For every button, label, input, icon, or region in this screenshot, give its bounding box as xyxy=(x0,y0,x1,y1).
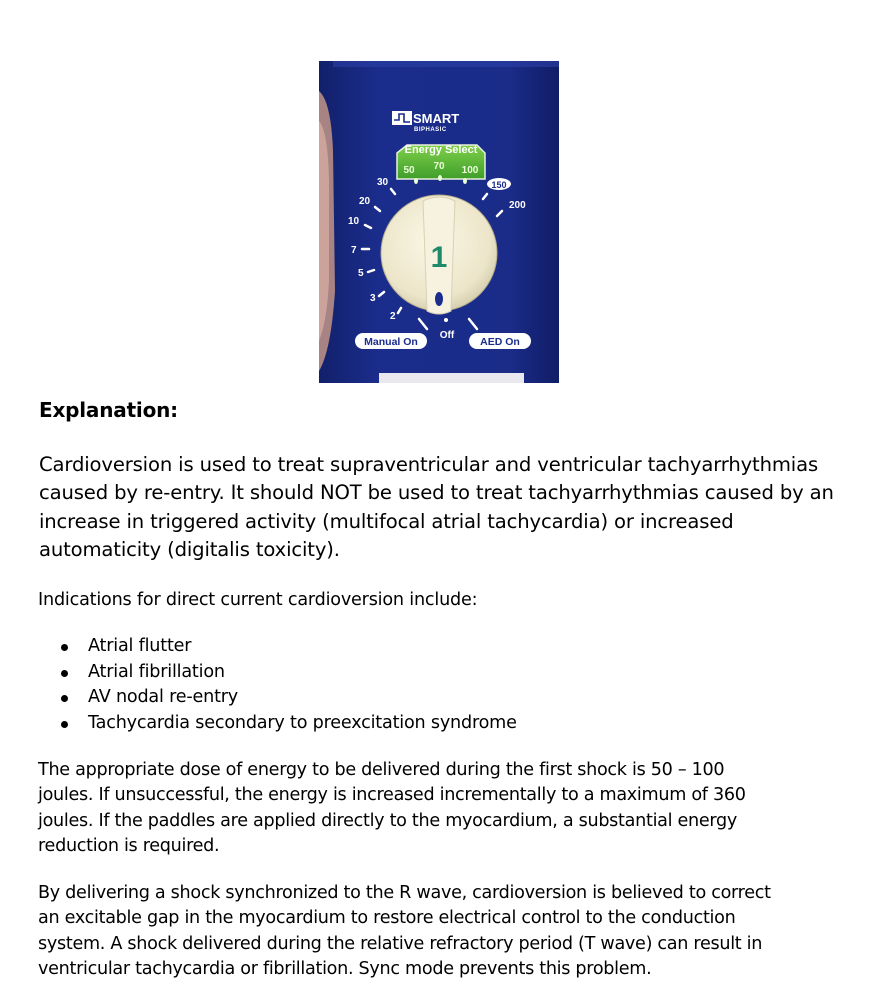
energy-150-label: 150 xyxy=(491,180,507,190)
dial-number: 1 xyxy=(430,241,448,274)
svg-text:50: 50 xyxy=(403,165,415,176)
bullet-icon xyxy=(61,644,68,651)
indications-intro: Indications for direct current cardioversion include: xyxy=(38,590,478,610)
svg-text:SMART: SMART xyxy=(413,111,460,126)
svg-text:BIPHASIC: BIPHASIC xyxy=(414,127,447,133)
svg-text:100: 100 xyxy=(461,165,479,176)
energy-select-label: Energy Select xyxy=(404,144,478,156)
svg-text:2: 2 xyxy=(390,311,396,322)
svg-text:3: 3 xyxy=(370,293,376,304)
lead-paragraph: Cardioversion is used to treat supraventricular and ventricular tachyarrhythmias caused by re-entry. It should NOT be used to treat tachyarrhythmias caused by an increase in triggered activity (multifocal atrial tachycardia) or increased automaticity (digitalis toxicity). xyxy=(39,453,834,561)
off-label: Off xyxy=(439,330,455,341)
svg-text:30: 30 xyxy=(377,177,389,188)
indications-list xyxy=(38,634,517,737)
svg-text:7: 7 xyxy=(351,245,357,256)
energy-dose-paragraph: The appropriate dose of energy to be delivered during the first shock is 50 – 100 joules. If unsuccessful, the energy is increased incrementally to a maximum of 360 joules. If the paddles are applied directly to the myocardium, a substantial energy reduction is required. xyxy=(38,760,746,856)
bullet-icon xyxy=(61,721,68,728)
sync-mode-paragraph: By delivering a shock synchronized to the R wave, cardioversion is believed to correct an excitable gap in the myocardium to restore electrical control to the conduction system. A shock delivered during the relative refractory period (T wave) can result in ventricular tachycardia or fibrillation. Sync mode prevents this problem. xyxy=(38,883,771,979)
svg-text:70: 70 xyxy=(433,161,445,172)
svg-text:AED On: AED On xyxy=(480,336,520,348)
list-item: AV nodal re-entry xyxy=(38,685,517,711)
list-item: Tachycardia secondary to preexcitation syndrome xyxy=(38,711,517,737)
explanation-heading: Explanation: xyxy=(39,398,178,422)
svg-text:20: 20 xyxy=(359,196,371,207)
list-item: Atrial fibrillation xyxy=(38,660,517,686)
svg-text:10: 10 xyxy=(348,216,360,227)
list-item: Atrial flutter xyxy=(38,634,517,660)
svg-text:5: 5 xyxy=(358,268,364,279)
bullet-icon xyxy=(61,670,68,677)
defibrillator-dial-photo xyxy=(319,61,559,383)
energy-200-label: 200 xyxy=(509,200,526,211)
svg-text:Manual On: Manual On xyxy=(364,336,418,348)
bullet-icon xyxy=(61,695,68,702)
